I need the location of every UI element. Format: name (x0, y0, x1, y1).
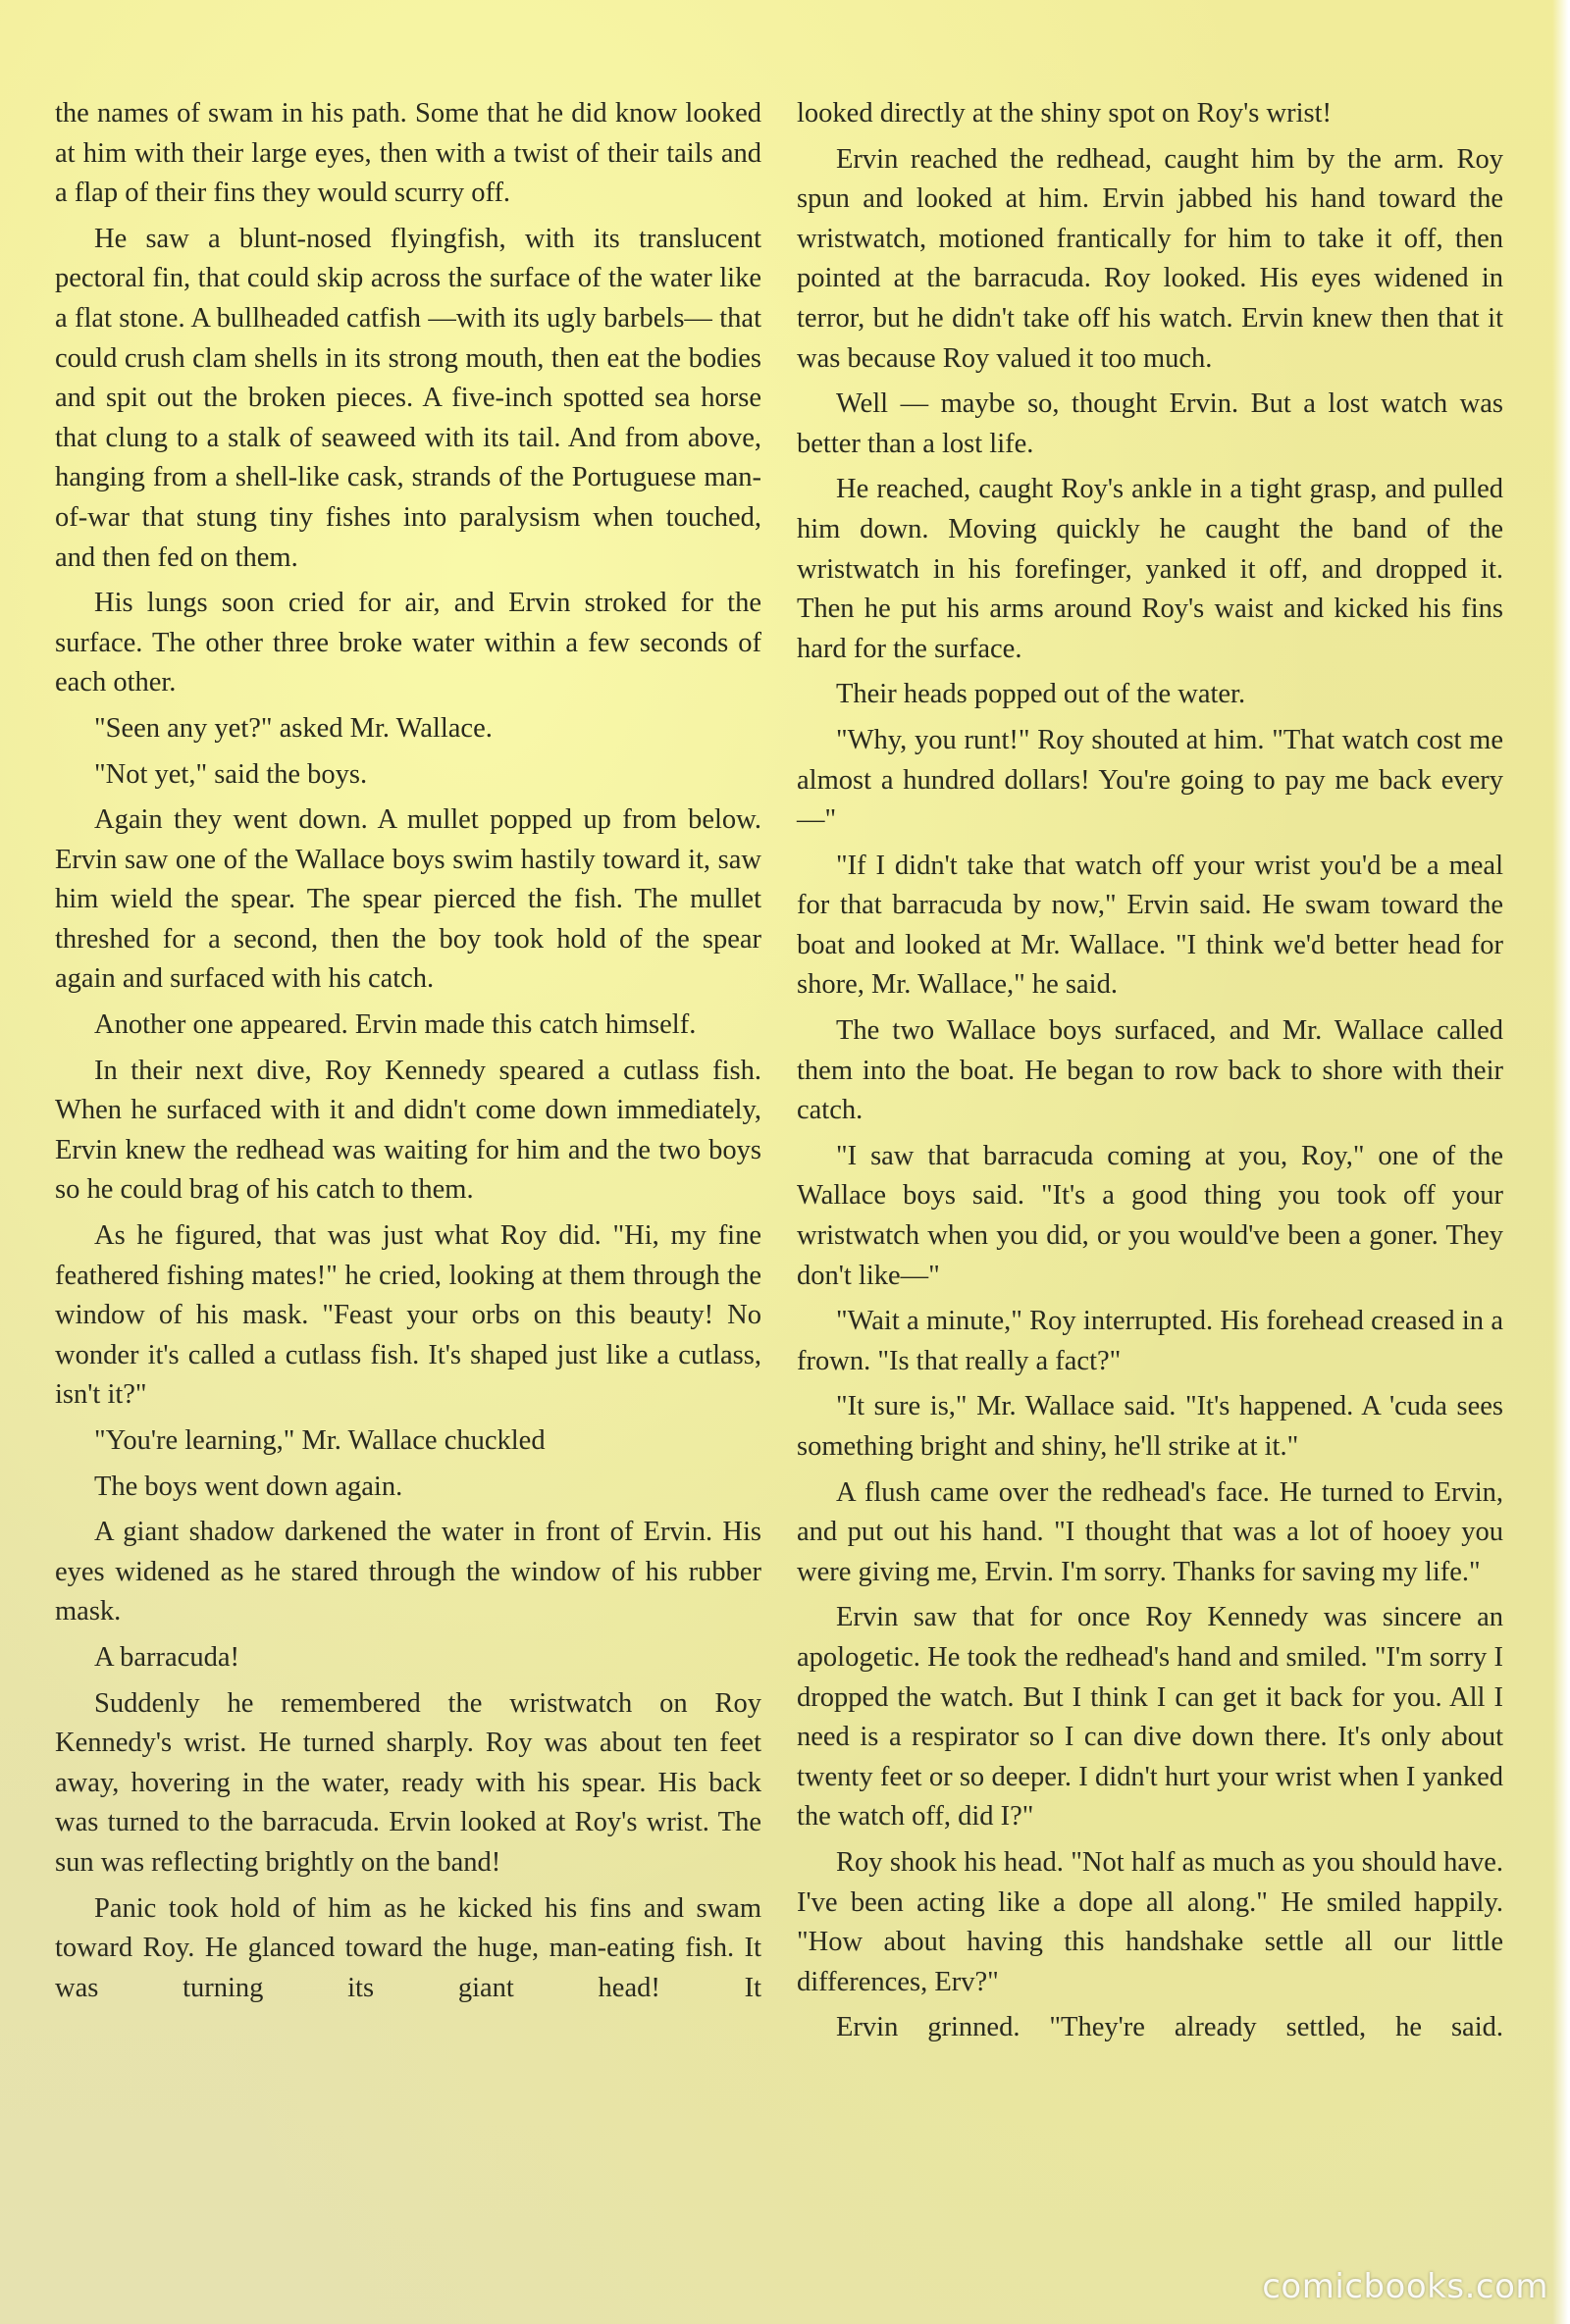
paragraph: Ervin reached the redhead, caught him by the arm. Roy spun and looked at him. Ervin jabbed his hand toward the wristwatch, motioned frantically for him to take it off, then pointed at the barracuda. Roy looked. His eyes widened in terror, but he didn't take off his watch. Ervin knew then that it was because Roy valued it too much. (797, 143, 1503, 374)
paragraph: "Seen any yet?" asked Mr. Wallace. (94, 712, 493, 744)
paragraph: The boys went down again. (94, 1471, 403, 1502)
paragraph: He reached, caught Roy's ankle in a tight grasp, and pulled him down. Moving quickly he caught the band of the wristwatch in his forefinger, yanked it off, and dropped it. Then he put his arms around Roy's waist and kicked his fins hard for the surface. (797, 474, 1503, 664)
paragraph: Ervin grinned. "They're already settled, he said. (836, 2012, 1503, 2043)
watermark: comicbooks.com (1262, 2267, 1548, 2306)
paragraph: "You're learning," Mr. Wallace chuckled (94, 1425, 546, 1456)
paragraph: He saw a blunt-nosed flyingfish, with its translucent pectoral fin, that could skip across the surface of the water like a flat stone. A bullheaded catfish —with its ugly barbels— that could crush clam shells in its strong mouth, then eat the bodies and spit out the broken pieces. A five-inch spotted sea horse that clung to a stalk of seaweed with its tail. And from above, hanging from a shell-like cask, strands of the Portuguese man-of-war that stung tiny fishes into paralysism when touched, and then fed on them. (55, 223, 761, 573)
paragraph: His lungs soon cried for air, and Ervin stroked for the surface. The other three broke water within a few seconds of each other. (55, 588, 761, 698)
paragraph: Ervin saw that for once Roy Kennedy was sincere an apologetic. He took the redhead's hand and smiled. "I'm sorry I dropped the watch. But I think I can get it back for you. All I need is a respirator so I can dive down there. It's only about twenty feet or so deeper. I didn't hurt your wrist when I yanked the watch off, did I?" (797, 1602, 1503, 1833)
paragraph: The two Wallace boys surfaced, and Mr. Wallace called them into the boat. He began to row back to shore with their catch. (797, 1015, 1503, 1126)
paragraph: "Not yet," said the boys. (94, 758, 368, 790)
paragraph: Panic took hold of him as he kicked his fins and swam toward Roy. He glanced toward the huge, man-eating fish. It was turning its giant head! It (55, 1892, 761, 2003)
right-text-column (797, 94, 1503, 2054)
paragraph: Their heads popped out of the water. (836, 679, 1246, 710)
paragraph: looked directly at the shiny spot on Roy's wrist! (797, 98, 1332, 129)
paragraph: A barracuda! (94, 1641, 239, 1673)
paragraph: Another one appeared. Ervin made this catch himself. (94, 1009, 697, 1041)
page-edge (1552, 0, 1570, 2324)
left-text-column (55, 94, 761, 2014)
paragraph: Suddenly he remembered the wristwatch on Roy Kennedy's wrist. He turned sharply. Roy was about ten feet away, hovering in the water, ready with his spear. His back was turned to the barracuda. Ervin looked at Roy's wrist. The sun was reflecting brightly on the band! (55, 1687, 761, 1878)
paragraph: "Wait a minute," Roy interrupted. His forehead creased in a frown. "Is that really a fact?" (797, 1306, 1503, 1376)
paragraph: In their next dive, Roy Kennedy speared a cutlass fish. When he surfaced with it and didn't come down immediately, Ervin knew the redhead was waiting for him and the two boys so he could brag of his catch to them. (55, 1055, 761, 1206)
paragraph: the names of swam in his path. Some that he did know looked at him with their large eyes, then with a twist of their tails and a flap of their fins they would scurry off. (55, 98, 761, 209)
paragraph: Again they went down. A mullet popped up from below. Ervin saw one of the Wallace boys swim hastily toward it, saw him wield the spear. The spear pierced the fish. The mullet threshed for a second, then the boy took hold of the spear again and surfaced with his catch. (55, 804, 761, 995)
paragraph: "Why, you runt!" Roy shouted at him. "That watch cost me almost a hundred dollars! You're going to pay me back every—" (797, 724, 1503, 836)
paragraph: "It sure is," Mr. Wallace said. "It's happened. A 'cuda sees something bright and shiny, he'll strike at it." (797, 1391, 1503, 1462)
paragraph: Roy shook his head. "Not half as much as you should have. I've been acting like a dope all along." He smiled happily. "How about having this handshake settle all our little differences, Erv?" (797, 1846, 1503, 1997)
paragraph: A flush came over the redhead's face. He turned to Ervin, and put out his hand. "I thought that was a lot of hooey you were giving me, Ervin. I'm sorry. Thanks for saving my life." (797, 1476, 1503, 1587)
paragraph: A giant shadow darkened the water in front of Ervin. His eyes widened as he stared through the window of his rubber mask. (55, 1517, 761, 1627)
paragraph: "If I didn't take that watch off your wrist you'd be a meal for that barracuda by now," Ervin said. He swam toward the boat and looked at Mr. Wallace. "I think we'd better head for shore, Mr. Wallace," he said. (797, 850, 1503, 1001)
paragraph: Well — maybe so, thought Ervin. But a lost watch was better than a lost life. (797, 388, 1503, 459)
paragraph: As he figured, that was just what Roy did. "Hi, my fine feathered fishing mates!" he cried, looking at them through the window of his mask. "Feast your orbs on this beauty! No wonder it's called a cutlass fish. It's shaped just like a cutlass, isn't it?" (55, 1220, 761, 1411)
paragraph: "I saw that barracuda coming at you, Roy," one of the Wallace boys said. "It's a good thing you took off your wristwatch when you did, or you would've been a goner. They don't like—" (797, 1140, 1503, 1291)
